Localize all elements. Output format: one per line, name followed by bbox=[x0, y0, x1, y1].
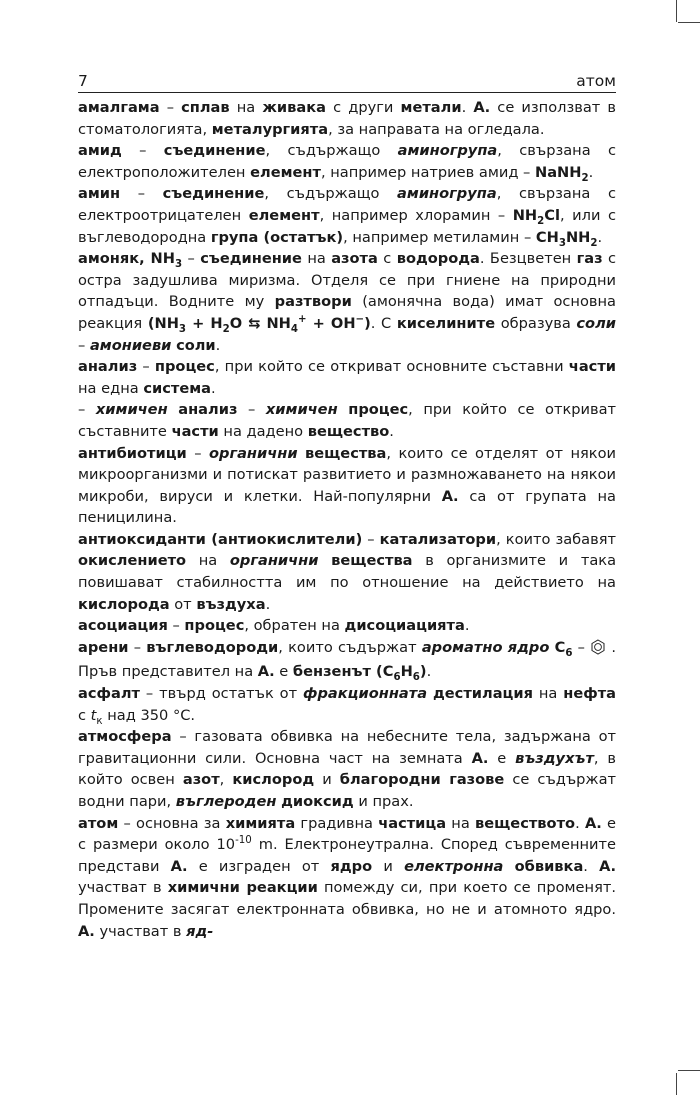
formula: $NH_2Cl$ bbox=[512, 206, 560, 227]
entry-term: анализ bbox=[78, 358, 138, 376]
entry-term: атом bbox=[78, 814, 119, 832]
entry-amin: амин – съединение, съдържащо аминогрупа, свързана с електроотрицателен елемент, например хлорамин – $NH_2Cl$, или с въглеводородна група (остатък), например метиламин – $CH_3NH_2$. bbox=[78, 185, 616, 249]
benzene-ring-icon bbox=[590, 639, 606, 662]
formula: NaNH$_2$ bbox=[534, 163, 589, 184]
entry-term: амид bbox=[78, 142, 122, 160]
crop-mark-bottom-right-vertical bbox=[676, 1073, 677, 1095]
entry-asfalt: асфалт – твърд остатък от фракционната дестилация на нефта с $t_к$ над 350 °C. bbox=[78, 685, 617, 727]
crop-mark-top-right-horizontal bbox=[678, 22, 700, 23]
entry-atmosfera: атмосфера – газовата обвивка на небесните тела, задържана от гравитационни сили. Основна част на земната А. е въздухът, в който освен азот, кислород и благородни газове се съдържат водни пари, въглероден диоксид и прах. bbox=[78, 728, 617, 810]
entry-atom: атом – основна за химията градивна частица на веществото. А. е с размери около $10^{-10}$ m. Електронеутрална. Според съвременните представи А. е изграден от ядро и електронна обвивка. А. участват в химични реакции помежду си, при което се променят. Промените засягат електронната обвивка, но не и атомното ядро. А. участват в яд- bbox=[78, 814, 616, 940]
entry-term: асфалт bbox=[78, 685, 140, 703]
entry-term: асоциация bbox=[78, 617, 168, 635]
crop-mark-bottom-right-horizontal bbox=[678, 1070, 700, 1071]
entry-term: амин bbox=[78, 185, 121, 203]
entry-term: антиоксиданти (антиокислители) bbox=[78, 530, 363, 548]
entry-analiz-subentry: – химичен анализ – химичен процес, при който се откриват съставните части на дадено вещество. bbox=[78, 401, 617, 440]
crop-mark-top-right-vertical bbox=[676, 0, 677, 22]
entry-amid: амид – съединение, съдържащо аминогрупа, свързана с електроположителен елемент, например натриев амид – NaNH$_2$. bbox=[78, 142, 617, 184]
entry-antibiotici: антибиотици – органични вещества, които се отделят от някои микроорганизми и потискат развитието и размножаването на някои микроби, вируси и клетки. Най-популярни А. са от групата на пеницилина. bbox=[78, 444, 617, 527]
formula: $C_6$ bbox=[554, 638, 573, 659]
entry-term: атмосфера bbox=[78, 728, 172, 746]
entry-term: амоняк, $NH_3$ bbox=[78, 250, 183, 271]
entry-antioksidanti: антиоксиданти (антиокислители) – катализатори, които забавят окислението на органични вещества в организмите и така повишават стабилността им по отношение на действието на кислорода от въздуха. bbox=[78, 530, 617, 613]
dictionary-entries bbox=[78, 97, 616, 942]
reaction-equation: ($NH_3 + H_2O$ ⇆ $NH_4^+ + OH^-$) bbox=[147, 314, 371, 335]
entry-amoniak: амоняк, $NH_3$ – съединение на азота с водорода. Безцветен газ с остра задушлива миризма. Отделя се при гниене на природни отпадъци. Водните му разтвори (амонячна вода) имат основна реакция ($NH_3 + H_2O$ ⇆ $NH_4^+ + OH^-$). С киселините образува соли – амониеви соли. bbox=[78, 250, 617, 354]
formula: $CH_3NH_2$ bbox=[535, 228, 598, 249]
page-header bbox=[78, 72, 616, 93]
entry-term: антибиотици bbox=[78, 444, 187, 462]
running-head: атом bbox=[576, 72, 616, 90]
entry-amalgama: амалгама – сплав на живака с други метали. А. се използват в стоматологията, металургията, за направата на огледала. bbox=[78, 99, 617, 138]
formula: бензенът $(C_6H_6)$ bbox=[292, 663, 427, 684]
entry-term: амалгама bbox=[78, 99, 160, 116]
page-number: 7 bbox=[78, 72, 88, 90]
entry-term: арени bbox=[78, 638, 129, 656]
entry-asociacia: асоциация – процес, обратен на дисоциацията. bbox=[78, 617, 470, 635]
entry-areni: арени – въглеводороди, които съдържат ароматно ядро $C_6$ – . Пръв представител на А. е бензенът $(C_6H_6)$. bbox=[78, 638, 617, 684]
entry-analiz: анализ – процес, при който се откриват основните съставни части на една система. bbox=[78, 358, 616, 397]
